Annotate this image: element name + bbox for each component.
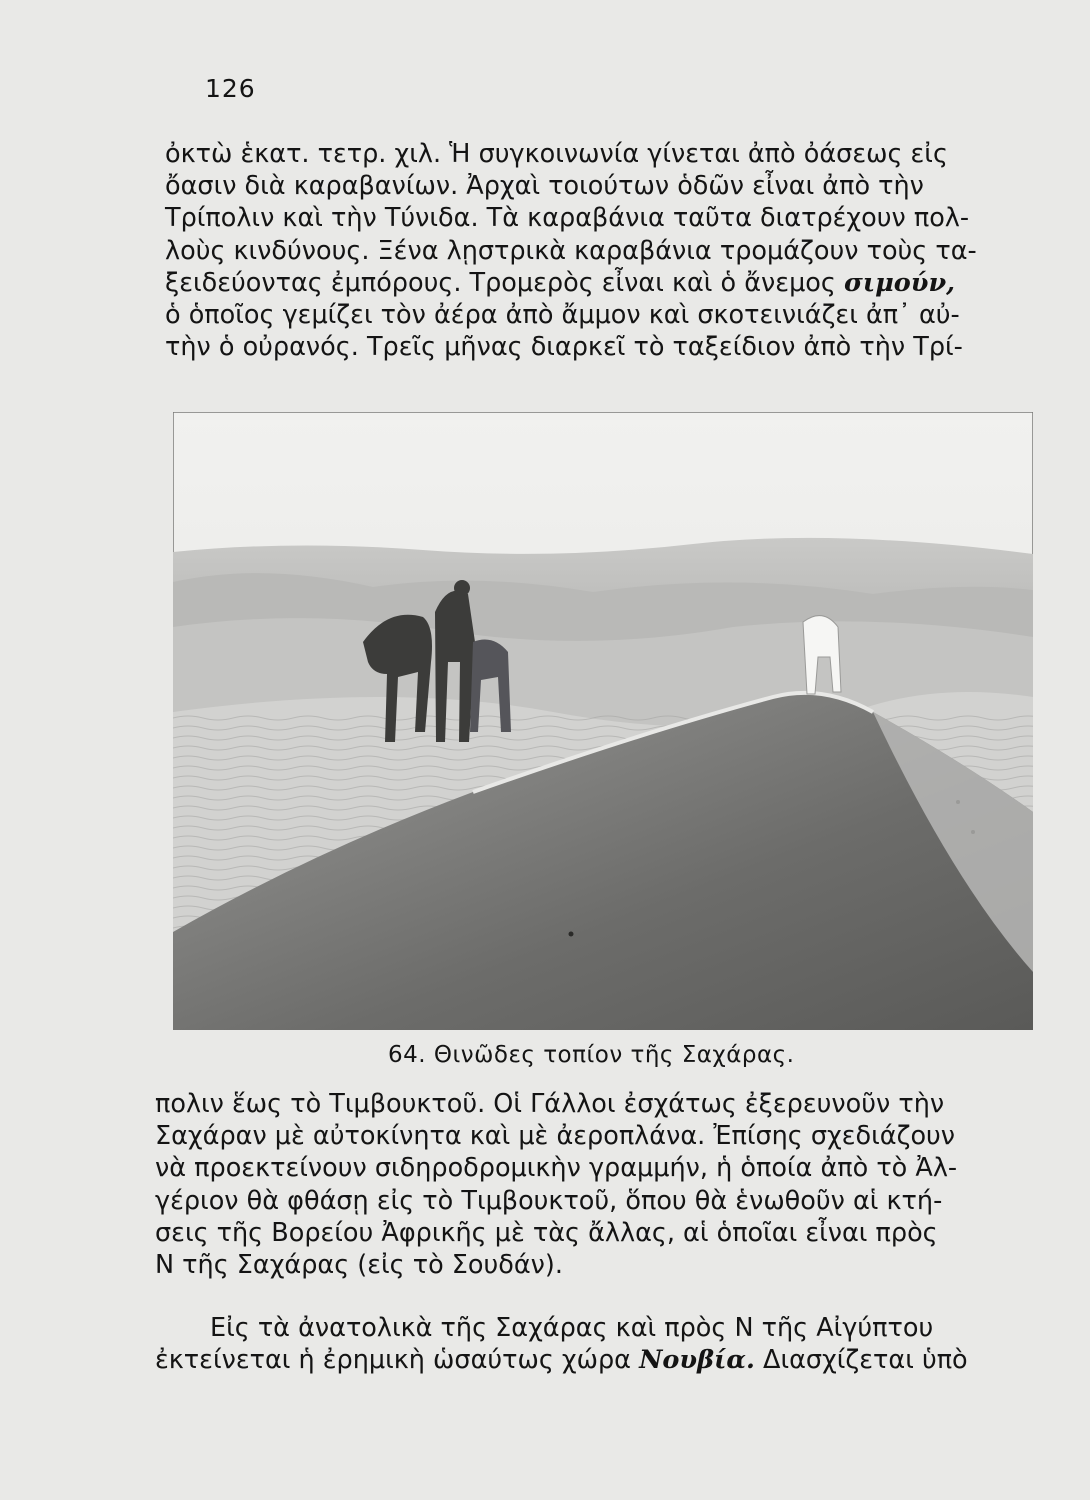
text-line: τὴν ὁ οὐρανός. Τρεῖς μῆνας διαρκεῖ τὸ ταξείδιον ἀπὸ τὴν Τρί- bbox=[165, 332, 963, 363]
term-simoun: σιμούν, bbox=[843, 267, 956, 298]
text-line-part: ἐκτείνεται ἡ ἐρημικὴ ὡσαύτως χώρα bbox=[155, 1345, 631, 1376]
term-nubia: Νουβία. bbox=[639, 1345, 755, 1376]
text-line bbox=[155, 1344, 1035, 1376]
figure-caption: 64. Θινῶδες τοπίον τῆς Σαχάρας. bbox=[388, 1042, 795, 1068]
text-line: Εἰς τὰ ἀνατολικὰ τῆς Σαχάρας καὶ πρὸς Ν τῆς Αἰγύπτου bbox=[210, 1313, 934, 1343]
sahara-dunes-image bbox=[173, 412, 1033, 1030]
text-line: νὰ προεκτείνουν σιδηροδρομικὴν γραμμήν, ἡ ὁποία ἀπὸ τὸ Ἀλ- bbox=[155, 1153, 958, 1184]
text-line: Ν τῆς Σαχάρας (εἰς τὸ Σουδάν). bbox=[155, 1250, 563, 1281]
text-line-part: ξειδεύοντας ἐμπόρους. Τρομερὸς εἶναι καὶ ὁ ἄνεμος bbox=[165, 267, 836, 298]
text-line: Τρίπολιν καὶ τὴν Τύνιδα. Τὰ καραβάνια ταῦτα διατρέχουν πολ- bbox=[165, 203, 970, 234]
text-line: ὄασιν διὰ καραβανίων. Ἀρχαὶ τοιούτων ὁδῶν εἶναι ἀπὸ τὴν bbox=[165, 171, 924, 202]
text-line bbox=[165, 267, 1045, 299]
text-line: σεις τῆς Βορείου Ἀφρικῆς μὲ τὰς ἄλλας, αἱ ὁποῖαι εἶναι πρὸς bbox=[155, 1217, 938, 1248]
page-number: 126 bbox=[205, 74, 256, 103]
paragraph-2 bbox=[155, 1088, 1035, 1281]
paragraph-1 bbox=[165, 138, 1045, 363]
text-line: ὀκτὼ ἑκατ. τετρ. χιλ. Ἡ συγκοινωνία γίνεται ἀπὸ ὀάσεως εἰς bbox=[165, 139, 948, 169]
paragraph-3 bbox=[155, 1312, 1035, 1376]
text-line-part: Διασχίζεται ὑπὸ bbox=[763, 1345, 968, 1376]
text-line: ὁ ὁποῖος γεμίζει τὸν ἀέρα ἀπὸ ἄμμον καὶ σκοτεινιάζει ἀπ᾽ αὐ- bbox=[165, 300, 960, 331]
text-line: λοὺς κινδύνους. Ξένα λῃστρικὰ καραβάνια τρομάζουν τοὺς τα- bbox=[165, 235, 977, 266]
text-line: γέριον θὰ φθάσῃ εἰς τὸ Τιμβουκτοῦ, ὅπου θὰ ἑνωθοῦν αἱ κτή- bbox=[155, 1185, 943, 1216]
text-line: Σαχάραν μὲ αὐτοκίνητα καὶ μὲ ἀεροπλάνα. Ἐπίσης σχεδιάζουν bbox=[155, 1121, 956, 1152]
desert-photo bbox=[173, 412, 1033, 1030]
text-line: πολιν ἕως τὸ Τιμβουκτοῦ. Οἱ Γάλλοι ἐσχάτως ἐξερευνοῦν τὴν bbox=[155, 1089, 945, 1119]
